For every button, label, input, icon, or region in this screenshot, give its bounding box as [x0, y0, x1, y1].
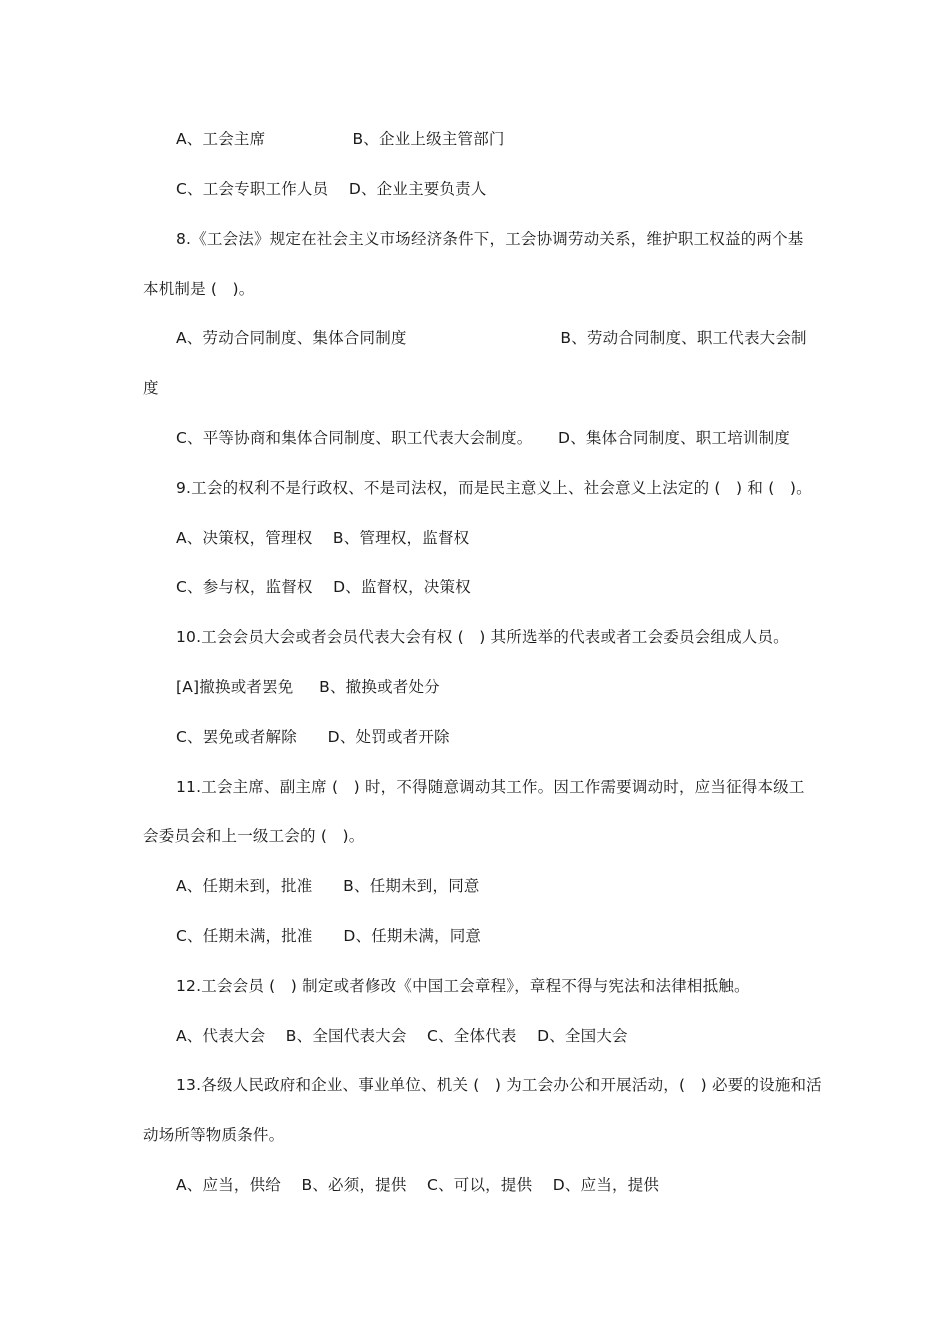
q8-question-line1: 8.《工会法》规定在社会主义市场经济条件下，工会协调劳动关系，维护职工权益的两个基 — [176, 230, 804, 248]
q11-question-line1: 11.工会主席、副主席 ( ) 时，不得随意调动其工作。因工作需要调动时，应当征得本级工 — [176, 778, 805, 796]
q11-options-ab: A、任期未到，批准 B、任期未到，同意 — [176, 877, 480, 895]
q8-options-ab: A、劳动合同制度、集体合同制度 B、劳动合同制度、职工代表大会制 — [176, 329, 807, 347]
q11-question-line2: 会委员会和上一级工会的 ( )。 — [143, 827, 365, 845]
q13-question-line2: 动场所等物质条件。 — [143, 1126, 285, 1144]
q13-question-line1: 13.各级人民政府和企业、事业单位、机关 ( ) 为工会办公和开展活动，( ) 必要的设施和活 — [176, 1076, 822, 1094]
q10-options-ab: [A]撤换或者罢免 B、撤换或者处分 — [176, 678, 440, 696]
q7-options-ab: A、工会主席 B、企业上级主管部门 — [176, 130, 505, 148]
q12-options: A、代表大会 B、全国代表大会 C、全体代表 D、全国大会 — [176, 1027, 628, 1045]
q12-question: 12.工会会员 ( ) 制定或者修改《中国工会章程》，章程不得与宪法和法律相抵触。 — [176, 977, 750, 995]
q7-options-cd: C、工会专职工作人员 D、企业主要负责人 — [176, 180, 487, 198]
q8-options-cd: C、平等协商和集体合同制度、职工代表大会制度。 D、集体合同制度、职工培训制度 — [176, 429, 790, 447]
q10-options-cd: C、罢免或者解除 D、处罚或者开除 — [176, 728, 450, 746]
q8-options-ab-continued: 度 — [143, 379, 159, 397]
q8-question-line2: 本机制是 ( )。 — [143, 280, 255, 298]
q9-question: 9.工会的权利不是行政权、不是司法权，而是民主意义上、社会意义上法定的 ( ) 和 ( )。 — [176, 479, 812, 497]
q9-options-cd: C、参与权，监督权 D、监督权，决策权 — [176, 578, 471, 596]
q10-question: 10.工会会员大会或者会员代表大会有权 ( ) 其所选举的代表或者工会委员会组成人员。 — [176, 628, 789, 646]
q9-options-ab: A、决策权，管理权 B、管理权，监督权 — [176, 529, 470, 547]
q13-options: A、应当，供给 B、必须，提供 C、可以，提供 D、应当，提供 — [176, 1176, 660, 1194]
q11-options-cd: C、任期未满，批准 D、任期未满，同意 — [176, 927, 482, 945]
